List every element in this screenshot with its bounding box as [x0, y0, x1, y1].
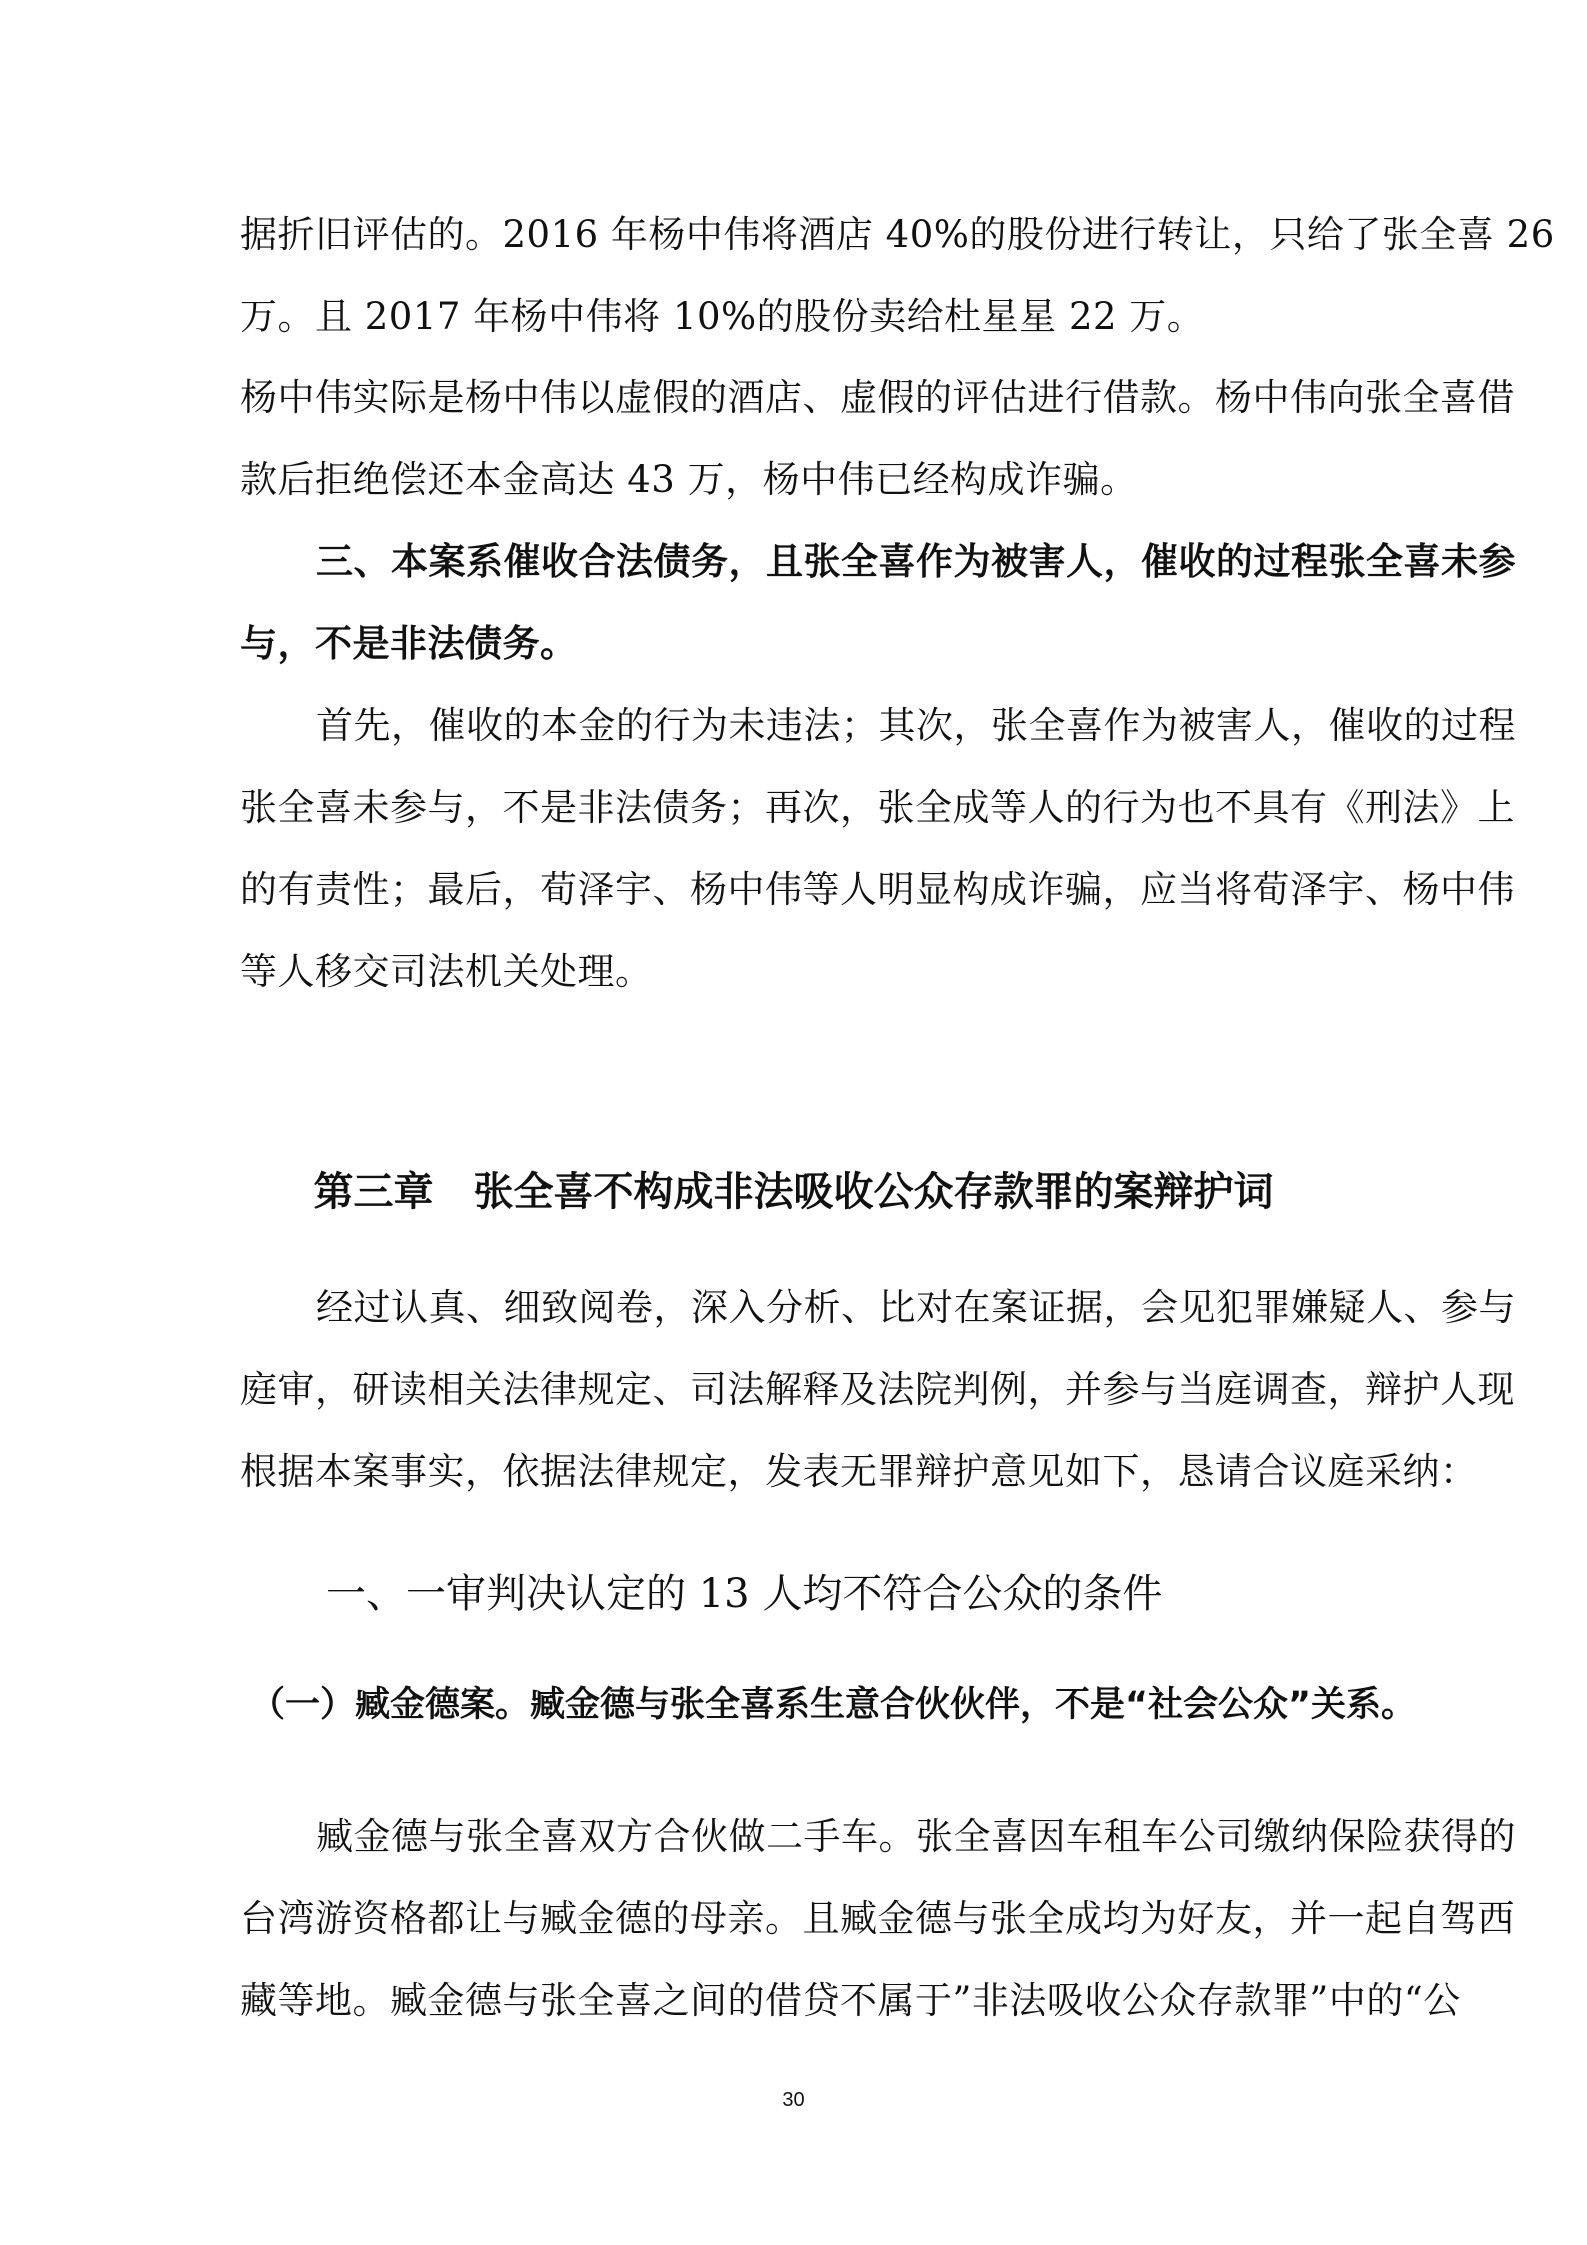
text-line: 臧金德与张全喜双方合伙做二手车。张全喜因车租车公司缴纳保险获得的: [316, 1815, 1516, 1858]
text-line: 的有责性；最后，荀泽宇、杨中伟等人明显构成诈骗，应当将荀泽宇、杨中伟: [240, 868, 1515, 911]
text-line: 首先，催收的本金的行为未违法；其次，张全喜作为被害人，催收的过程: [316, 704, 1516, 747]
text-line: 杨中伟实际是杨中伟以虚假的酒店、虚假的评估进行借款。杨中伟向张全喜借: [240, 376, 1515, 419]
text-line: 等人移交司法机关处理。: [240, 950, 653, 993]
section-heading-line: 与，不是非法债务。: [240, 622, 578, 665]
section-title: 一、一审判决认定的 13 人均不符合公众的条件: [326, 1571, 1163, 1617]
page-number: 30: [782, 2089, 805, 2111]
text-line: 经过认真、细致阅卷，深入分析、比对在案证据，会见犯罪嫌疑人、参与: [316, 1286, 1516, 1329]
text-line: 据折旧评估的。2016 年杨中伟将酒店 40%的股份进行转让，只给了张全喜 26: [240, 213, 1555, 256]
text-line: 庭审，研读相关法律规定、司法解释及法院判例，并参与当庭调查，辩护人现: [240, 1368, 1515, 1411]
text-line: 台湾游资格都让与臧金德的母亲。且臧金德与张全成均为好友，并一起自驾西: [240, 1897, 1515, 1940]
chapter-title: 第三章 张全喜不构成非法吸收公众存款罪的案辩护词: [313, 1169, 1274, 1215]
subsection-title: （一）臧金德案。臧金德与张全喜系生意合伙伙伴，不是“社会公众”关系。: [250, 1685, 1417, 1725]
text-line: 张全喜未参与，不是非法债务；再次，张全成等人的行为也不具有《刑法》上: [240, 786, 1515, 829]
text-line: 根据本案事实，依据法律规定，发表无罪辩护意见如下，恳请合议庭采纳：: [240, 1450, 1478, 1493]
text-line: 藏等地。臧金德与张全喜之间的借贷不属于”非法吸收公众存款罪”中的“公: [240, 1979, 1461, 2022]
section-heading-line: 三、本案系催收合法债务，且张全喜作为被害人，催收的过程张全喜未参: [316, 540, 1516, 583]
text-line: 万。且 2017 年杨中伟将 10%的股份卖给杜星星 22 万。: [240, 295, 1205, 338]
text-line: 款后拒绝偿还本金高达 43 万，杨中伟已经构成诈骗。: [240, 458, 1138, 501]
